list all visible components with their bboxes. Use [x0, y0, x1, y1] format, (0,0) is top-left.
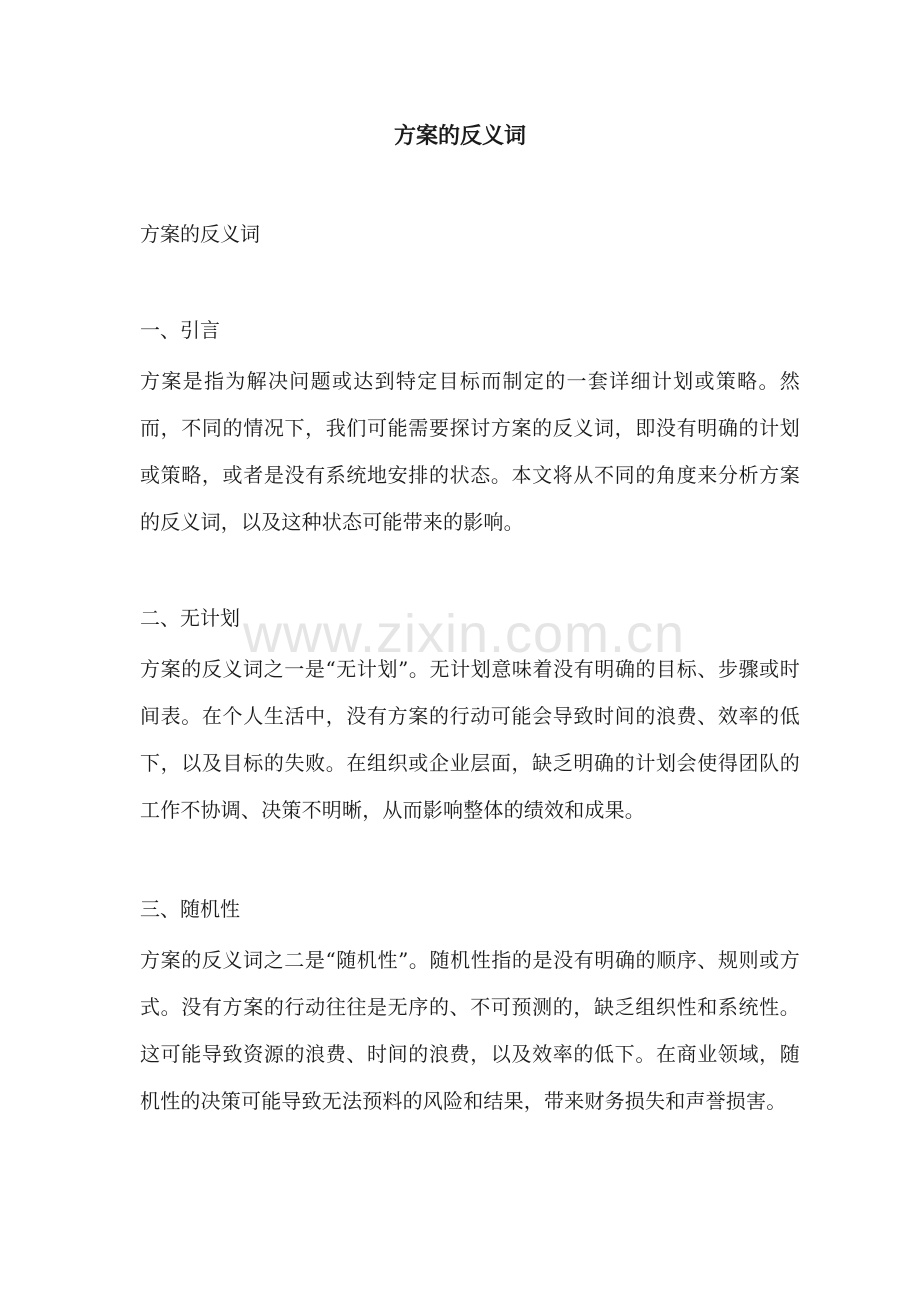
- section-body: 方案的反义词之二是“随机性”。随机性指的是没有明确的顺序、规则或方式。没有方案的行动往往是无序的、不可预测的，缺乏组织性和系统性。这可能导致资源的浪费、时间的浪费，以及效率的低下。在商业领域，随机性的决策可能导致无法预料的风险和结果，带来财务损失和声誉损害。: [140, 948, 800, 1113]
- section-body: 方案的反义词之一是“无计划”。无计划意味着没有明确的目标、步骤或时间表。在个人生活中，没有方案的行动可能会导致时间的浪费、效率的低下，以及目标的失败。在组织或企业层面，缺乏明确的计划会使得团队的工作不协调、决策不明晰，从而影响整体的绩效和成果。: [140, 657, 800, 822]
- document-subtitle: 方案的反义词: [140, 222, 260, 246]
- section-introduction: [140, 312, 800, 546]
- watermark: www.zixin.com.cn: [242, 604, 686, 664]
- document-title: 方案的反义词: [393, 123, 526, 149]
- section-heading: 二、无计划: [140, 606, 240, 630]
- section-heading: 一、引言: [140, 318, 220, 342]
- section-heading: 三、随机性: [140, 897, 240, 921]
- section-randomness: [140, 891, 800, 1125]
- section-no-plan: [140, 600, 800, 834]
- section-body: 方案是指为解决问题或达到特定目标而制定的一套详细计划或策略。然而，不同的情况下，我们可能需要探讨方案的反义词，即没有明确的计划或策略，或者是没有系统地安排的状态。本文将从不同的角度来分析方案的反义词，以及这种状态可能带来的影响。: [140, 369, 800, 534]
